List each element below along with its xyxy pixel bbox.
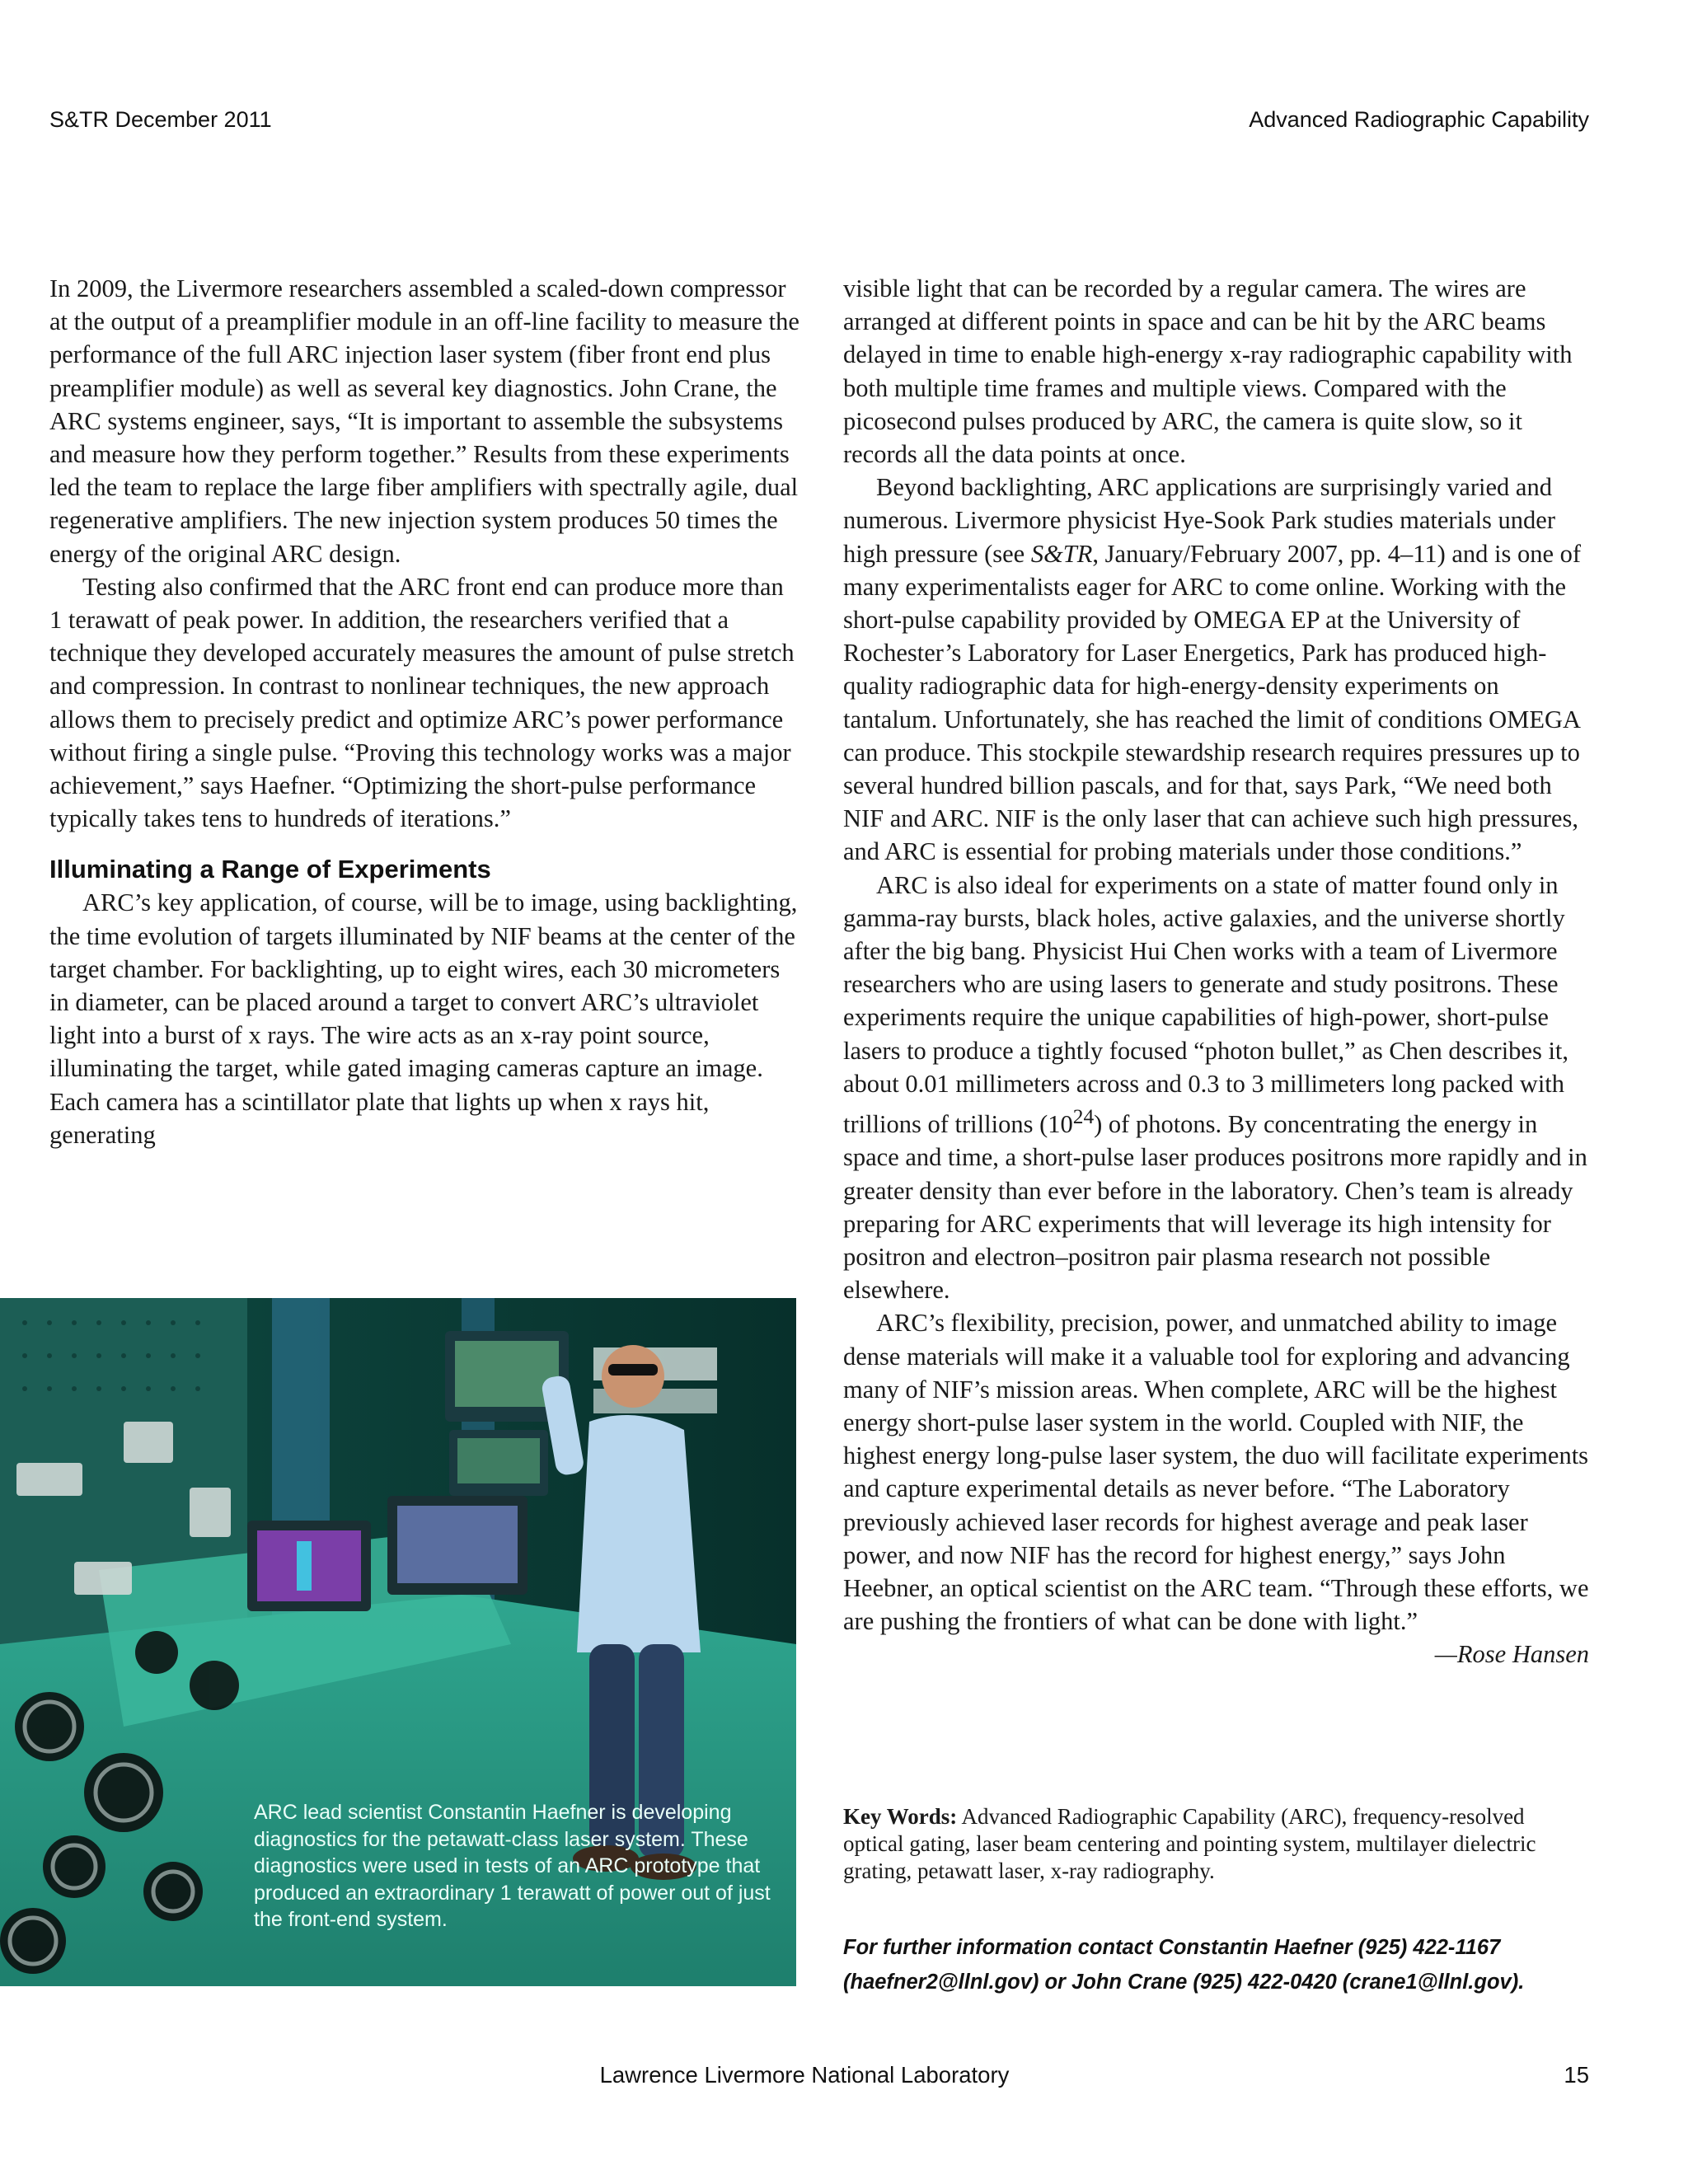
paragraph: visible light that can be recorded by a regular camera. The wires are arranged at different points in space and can be hit by the ARC beams delayed in time to enable high-energy x-ray radiographic capability with both multiple time frames and multiple views. Compared with the picosecond pulses produced by ARC, the camera is quite slow, so it records all the data points at once. [843, 274, 1573, 469]
footer-institution: Lawrence Livermore National Laboratory [599, 2062, 1010, 2088]
lab-photo [0, 1298, 796, 1986]
text-run: , January/February 2007, pp. 4–11) and is one of many experimentalists eager for ARC to come online. Working with the short-pulse capability provided by OMEGA EP at the University of Rochester’s Laboratory for Laser Energetics, Park has produced high-quality radiographic data for high-energy-density experiments on tantalum. Unfortunately, she has reached the limit of conditions OMEGA can produce. This stockpile stewardship research requires pressures up to several hundred billion pascals, and for that, says Park, “We need both NIF and ARC. NIF is the only laser that can achieve such high pressures, and ARC is essential for probing materials under those conditions.” [843, 539, 1582, 866]
photo-caption: ARC lead scientist Constantin Haefner is developing diagnostics for the petawatt-class laser system. These diagnostics were used in tests of an ARC prototype that produced an extraordinary 1 terawatt of power out of just the front-end system. [254, 1801, 771, 1931]
paragraph: In 2009, the Livermore researchers assembled a scaled-down compressor at the output of a preamplifier module in an off-line facility to measure the performance of the full ARC injection laser system (fiber front end plus preamplifier module) as well as several key diagnostics. John Crane, the ARC systems engineer, says, “It is important to assemble the subsystems and measure how they perform together.” Results from these experiments led the team to replace the large fiber amplifiers with spectrally agile, dual regenerative amplifiers. The new injection system produces 50 times the energy of the original ARC design. [49, 274, 799, 568]
exponent: 24 [1072, 1105, 1095, 1129]
section-heading: Illuminating a Range of Experiments [49, 855, 491, 884]
author-signature: —Rose Hansen [1434, 1640, 1589, 1669]
paragraph [843, 471, 1589, 868]
running-header-right: Advanced Radiographic Capability [1249, 107, 1589, 132]
contact-info: For further information contact Constantin Haefner (925) 422-1167 (haefner2@llnl.gov) or John Crane (925) 422-0420 (crane1@llnl.gov). [843, 1936, 1525, 1994]
page-number: 15 [1564, 2062, 1589, 2088]
paragraph [843, 869, 1589, 1307]
text-run: ARC is also ideal for experiments on a state of matter found only in gamma-ray bursts, black holes, active galaxies, and the universe shortly after the big bang. Physicist Hui Chen works with a team of Livermore researchers who are using lasers to generate and study positrons. These experiments require the unique capabilities of high-power, short-pulse lasers to produce a tightly focused “photon bullet,” as Chen describes it, about 0.01 millimeters across and 0.3 to 3 millimeters long packed with trillions of trillions (10 [843, 870, 1569, 1139]
text-run: Beyond backlighting, ARC applications are surprisingly varied and numerous. Livermore physicist Hye-Sook Park studies materials under high pressure (see [843, 473, 1555, 568]
left-column [49, 272, 799, 1151]
right-column [843, 272, 1589, 1671]
publication-title: S&TR [1030, 539, 1093, 568]
text-run: ) of photons. By concentrating the energy in space and time, a short-pulse laser produces positrons more rapidly and in greater density than ever before in the laboratory. Chen’s team is already preparing for ARC experiments that will leverage its high intensity for positron and electron–positron pair plasma research not possible elsewhere. [843, 1110, 1587, 1305]
key-words-text: Advanced Radiographic Capability (ARC), frequency-resolved optical gating, laser beam centering and pointing system, multilayer dielectric grating, petawatt laser, x-ray radiography. [843, 1804, 1536, 1883]
paragraph: ARC’s flexibility, precision, power, and unmatched ability to image dense materials will make it a valuable tool for exploring and advancing many of NIF’s mission areas. When complete, ARC will be the highest energy short-pulse laser system in the world. Coupled with NIF, the highest energy long-pulse laser system, the duo will facilitate experiments and capture experimental details as never before. “The Laboratory previously achieved laser records for highest average and peak laser power, and now NIF has the record for highest energy,” says John Heebner, an optical scientist on the ARC team. “Through these efforts, we are pushing the frontiers of what can be done with light.” [843, 1309, 1589, 1636]
key-words-label: Key Words: [843, 1804, 958, 1829]
key-words [843, 1803, 1585, 1885]
paragraph: ARC’s key application, of course, will be to image, using backlighting, the time evolution of targets illuminated by NIF beams at the center of the target chamber. For backlighting, up to eight wires, each 30 micrometers in diameter, can be placed around a target to convert ARC’s ultraviolet light into a burst of x rays. The wire acts as an x-ray point source, illuminating the target, while gated imaging cameras capture an image. Each camera has a scintillator plate that lights up when x rays hit, generating [49, 888, 798, 1149]
paragraph: Testing also confirmed that the ARC front end can produce more than 1 terawatt of peak power. In addition, the researchers verified that a technique they developed accurately measures the amount of pulse stretch and compression. In contrast to nonlinear techniques, the new approach allows them to precisely predict and optimize ARC’s power performance without firing a single pulse. “Proving this technology works was a major achievement,” says Haefner. “Optimizing the short-pulse performance typically takes tens to hundreds of iterations.” [49, 572, 795, 833]
running-header-left: S&TR December 2011 [49, 107, 272, 132]
